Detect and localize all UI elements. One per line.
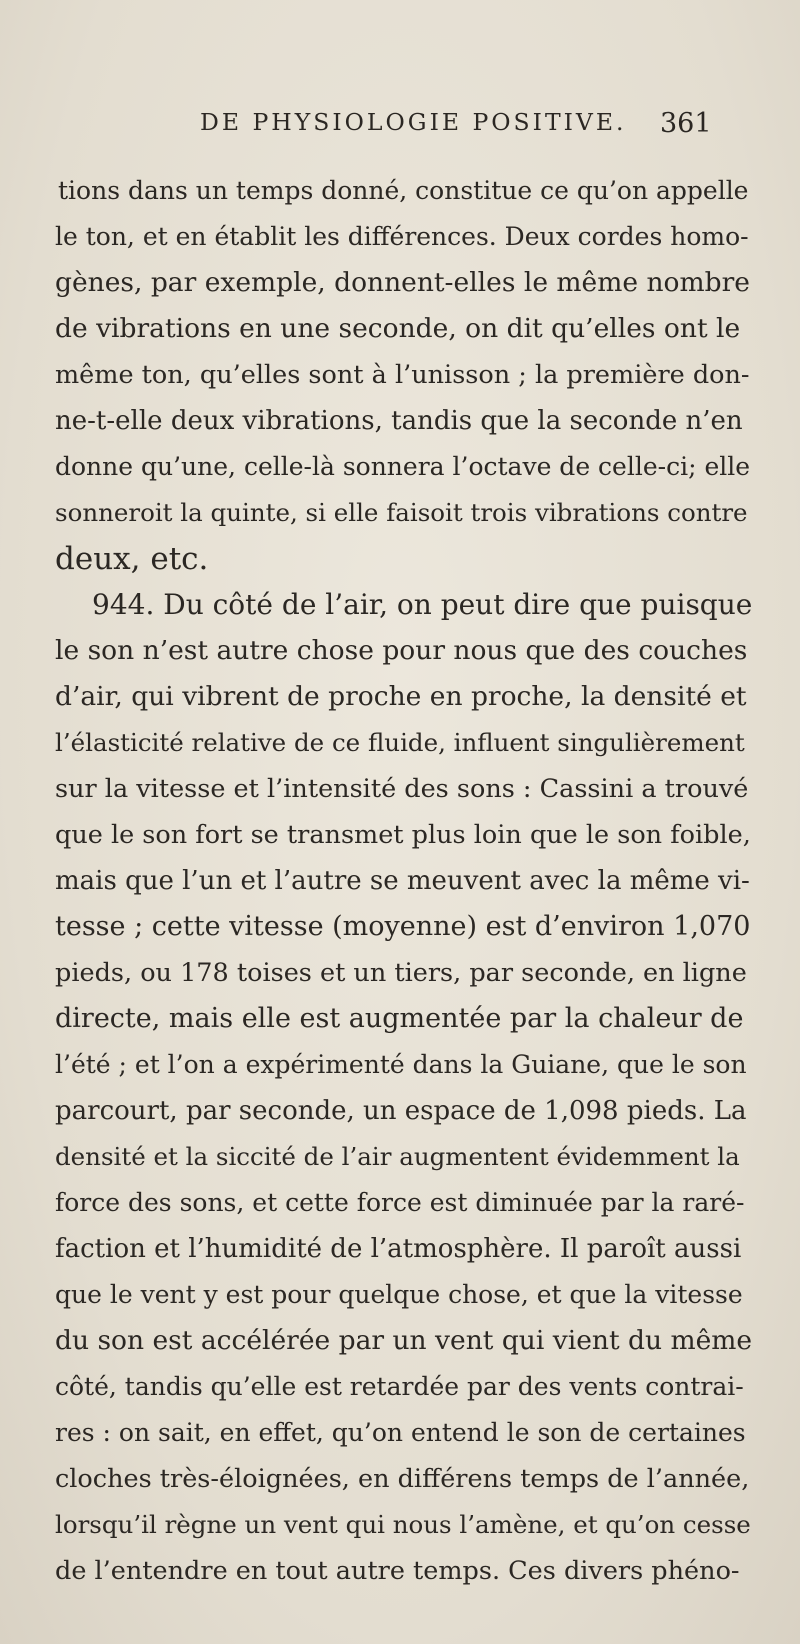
paragraph-start-line: 944. Du côté de l’air, on peut dire que puisque bbox=[92, 588, 753, 621]
text-line: densité et la siccité de l’air augmentent évidemment la bbox=[55, 1142, 740, 1171]
text-line: tions dans un temps donné, constitue ce qu’on appelle bbox=[58, 176, 749, 205]
text-line: côté, tandis qu’elle est retardée par des vents contrai- bbox=[55, 1372, 744, 1401]
text-line: d’air, qui vibrent de proche en proche, la densité et bbox=[55, 681, 747, 712]
text-line: même ton, qu’elles sont à l’unisson ; la première don- bbox=[55, 360, 750, 390]
text-line: ne-t-elle deux vibrations, tandis que la seconde n’en bbox=[55, 406, 743, 436]
text-line: de vibrations en une seconde, on dit qu’elles ont le bbox=[55, 313, 741, 344]
text-line: parcourt, par seconde, un espace de 1,098 pieds. La bbox=[55, 1096, 747, 1126]
text-line: de l’entendre en tout autre temps. Ces divers phéno- bbox=[55, 1556, 740, 1586]
page-number: 361 bbox=[660, 108, 712, 139]
page-header bbox=[0, 108, 800, 158]
text-line: deux, etc. bbox=[55, 541, 209, 577]
text-line: du son est accélérée par un vent qui vient du même bbox=[55, 1325, 753, 1356]
text-line: donne qu’une, celle-là sonnera l’octave de celle-ci; elle bbox=[55, 452, 751, 481]
text-line: faction et l’humidité de l’atmosphère. Il paroît aussi bbox=[55, 1234, 742, 1264]
text-line: l’été ; et l’on a expérimenté dans la Guiane, que le son bbox=[55, 1050, 747, 1079]
text-line: sonneroit la quinte, si elle faisoit trois vibrations contre bbox=[55, 498, 748, 527]
text-line: l’élasticité relative de ce fluide, influent singulièrement bbox=[55, 728, 745, 757]
text-line: cloches très-éloignées, en différens temps de l’année, bbox=[55, 1464, 750, 1494]
text-line: le ton, et en établit les différences. Deux cordes homo- bbox=[55, 222, 749, 251]
running-title: DE PHYSIOLOGIE POSITIVE. bbox=[200, 108, 627, 136]
text-line: directe, mais elle est augmentée par la chaleur de bbox=[55, 1003, 744, 1034]
text-line: le son n’est autre chose pour nous que des couches bbox=[55, 635, 748, 666]
text-line: res : on sait, en effet, qu’on entend le son de certaines bbox=[55, 1418, 746, 1447]
text-line: lorsqu’il règne un vent qui nous l’amène, et qu’on cesse bbox=[55, 1510, 751, 1539]
text-line: gènes, par exemple, donnent-elles le même nombre bbox=[55, 267, 750, 298]
text-line: que le vent y est pour quelque chose, et que la vitesse bbox=[55, 1280, 743, 1309]
text-line: que le son fort se transmet plus loin que le son foible, bbox=[55, 820, 751, 850]
text-line: tesse ; cette vitesse (moyenne) est d’environ 1,070 bbox=[55, 911, 751, 942]
text-line: pieds, ou 178 toises et un tiers, par seconde, en ligne bbox=[55, 958, 747, 988]
text-line: force des sons, et cette force est diminuée par la raré- bbox=[55, 1188, 745, 1217]
text-line: sur la vitesse et l’intensité des sons : Cassini a trouvé bbox=[55, 774, 749, 804]
text-line: mais que l’un et l’autre se meuvent avec la même vi- bbox=[55, 866, 750, 896]
